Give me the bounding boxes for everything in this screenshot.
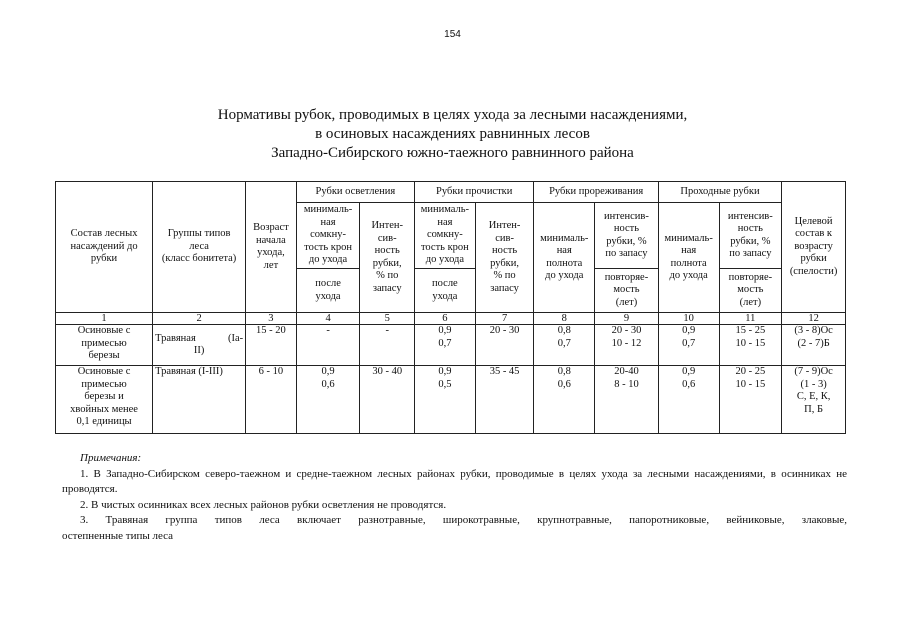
- header-pct-stock-text: % по запасу: [372, 270, 402, 294]
- title-line-2: в осиновых насаждениях равнинных лесов: [315, 126, 590, 142]
- cell-composition: Осиновые с примесью березы и хвойных менее 0,1 единицы: [56, 366, 153, 434]
- header-intensity-clearing: [360, 203, 415, 313]
- forest-type-class: (Iа-: [227, 332, 244, 344]
- cell-forest-type: Травяная (I-III): [153, 366, 246, 434]
- header-pct-stock-text-2: % по запасу: [490, 270, 519, 294]
- col-number: 1: [56, 313, 153, 325]
- col-number: 9: [595, 313, 659, 325]
- cell-c6: 0,9 0,7: [415, 325, 476, 366]
- table-row: [56, 366, 846, 434]
- page-title: [0, 106, 905, 163]
- col-number: 3: [246, 313, 297, 325]
- header-cleaning: Рубки прочистки: [415, 182, 534, 203]
- col-number: 6: [415, 313, 476, 325]
- col-number: 2: [153, 313, 246, 325]
- cell-c8: 0,8 0,6: [534, 366, 595, 434]
- table-row: [56, 325, 846, 366]
- header-intensity-text-2: Интен- сив- ность рубки,: [488, 220, 521, 269]
- notes-header: Примечания:: [80, 452, 142, 464]
- norms-table: [55, 181, 846, 434]
- header-thinning: Рубки прореживания: [534, 182, 658, 203]
- notes: [62, 451, 847, 544]
- header-repeat-2: повторяе- мость (лет): [719, 269, 782, 313]
- col-number: 4: [296, 313, 360, 325]
- col-number: 5: [360, 313, 415, 325]
- header-clearing: Рубки осветления: [296, 182, 414, 203]
- cell-c5: 30 - 40: [360, 366, 415, 434]
- header-min-density: минималь- ная полнота до ухода: [534, 203, 595, 313]
- cell-c9: 20-40 8 - 10: [595, 366, 659, 434]
- cell-c7: 35 - 45: [475, 366, 534, 434]
- cell-c10: 0,9 0,6: [658, 366, 719, 434]
- cell-c4: -: [296, 325, 360, 366]
- header-target: Целевой состав к возрасту рубки (спелости): [782, 182, 846, 313]
- cell-age: 6 - 10: [246, 366, 297, 434]
- note-item-continuation: остепненные типы леса: [62, 529, 174, 542]
- header-min-density-2: минималь- ная полнота до ухода: [658, 203, 719, 313]
- cell-c9: 20 - 30 10 - 12: [595, 325, 659, 366]
- cell-c6: 0,9 0,5: [415, 366, 476, 434]
- note-item: 1. В Западно-Сибирском северо-таежном и средне-таежном лесных районах рубки, проводимые в целях ухода за лесными насаждениями, в осинниках не проводятся.: [62, 467, 847, 495]
- page-number: 154: [444, 29, 461, 40]
- col-number: 8: [534, 313, 595, 325]
- cell-c11: 15 - 25 10 - 15: [719, 325, 782, 366]
- cell-c7: 20 - 30: [475, 325, 534, 366]
- col-number: 11: [719, 313, 782, 325]
- header-intensity-cleaning: [475, 203, 534, 313]
- forest-type-class-end: II): [193, 345, 205, 356]
- title-line-1: Нормативы рубок, проводимых в целях ухода за лесными насаждениями,: [217, 107, 688, 123]
- cell-c12: (3 - 8)Ос (2 - 7)Б: [782, 325, 846, 366]
- header-intensity-text: Интен- сив- ность рубки,: [371, 220, 404, 269]
- cell-c11: 20 - 25 10 - 15: [719, 366, 782, 434]
- header-intensity-pct: интенсив- ность рубки, % по запасу: [595, 203, 659, 269]
- cell-c8: 0,8 0,7: [534, 325, 595, 366]
- cell-c10: 0,9 0,7: [658, 325, 719, 366]
- cell-forest-type: [153, 325, 246, 366]
- cell-c5: -: [360, 325, 415, 366]
- cell-composition: Осиновые с примесью березы: [56, 325, 153, 366]
- col-number: 12: [782, 313, 846, 325]
- header-min-crown-2: минималь- ная сомкну- тость крон до ухода: [415, 203, 476, 269]
- header-repeat: повторяе- мость (лет): [595, 269, 659, 313]
- col-number: 10: [658, 313, 719, 325]
- header-intensity-pct-2: интенсив- ность рубки, % по запасу: [719, 203, 782, 269]
- header-age: Возраст начала ухода, лет: [246, 182, 297, 313]
- header-forest-types: Группы типов леса (класс бонитета): [153, 182, 246, 313]
- note-item: 3. Травяная группа типов леса включает разнотравные, широкотравные, крупнотравные, папоротниковые, вейниковые, злаковые,: [80, 514, 847, 526]
- cell-age: 15 - 20: [246, 325, 297, 366]
- forest-type-word: Травяная: [155, 332, 196, 344]
- cell-c12: (7 - 9)Ос (1 - 3) С, Е, К, П, Б: [782, 366, 846, 434]
- note-item: 2. В чистых осинниках всех лесных районов рубки осветления не проводятся.: [80, 498, 447, 511]
- header-after-care: после ухода: [296, 269, 360, 313]
- header-min-crown: минималь- ная сомкну- тость крон до ухода: [296, 203, 360, 269]
- cell-c4: 0,9 0,6: [296, 366, 360, 434]
- col-number: 7: [475, 313, 534, 325]
- title-line-3: Западно-Сибирского южно-таежного равнинного района: [271, 145, 634, 161]
- header-passing: Проходные рубки: [658, 182, 781, 203]
- header-after-care-2: после ухода: [415, 269, 476, 313]
- header-composition: Состав лесных насаждений до рубки: [56, 182, 153, 313]
